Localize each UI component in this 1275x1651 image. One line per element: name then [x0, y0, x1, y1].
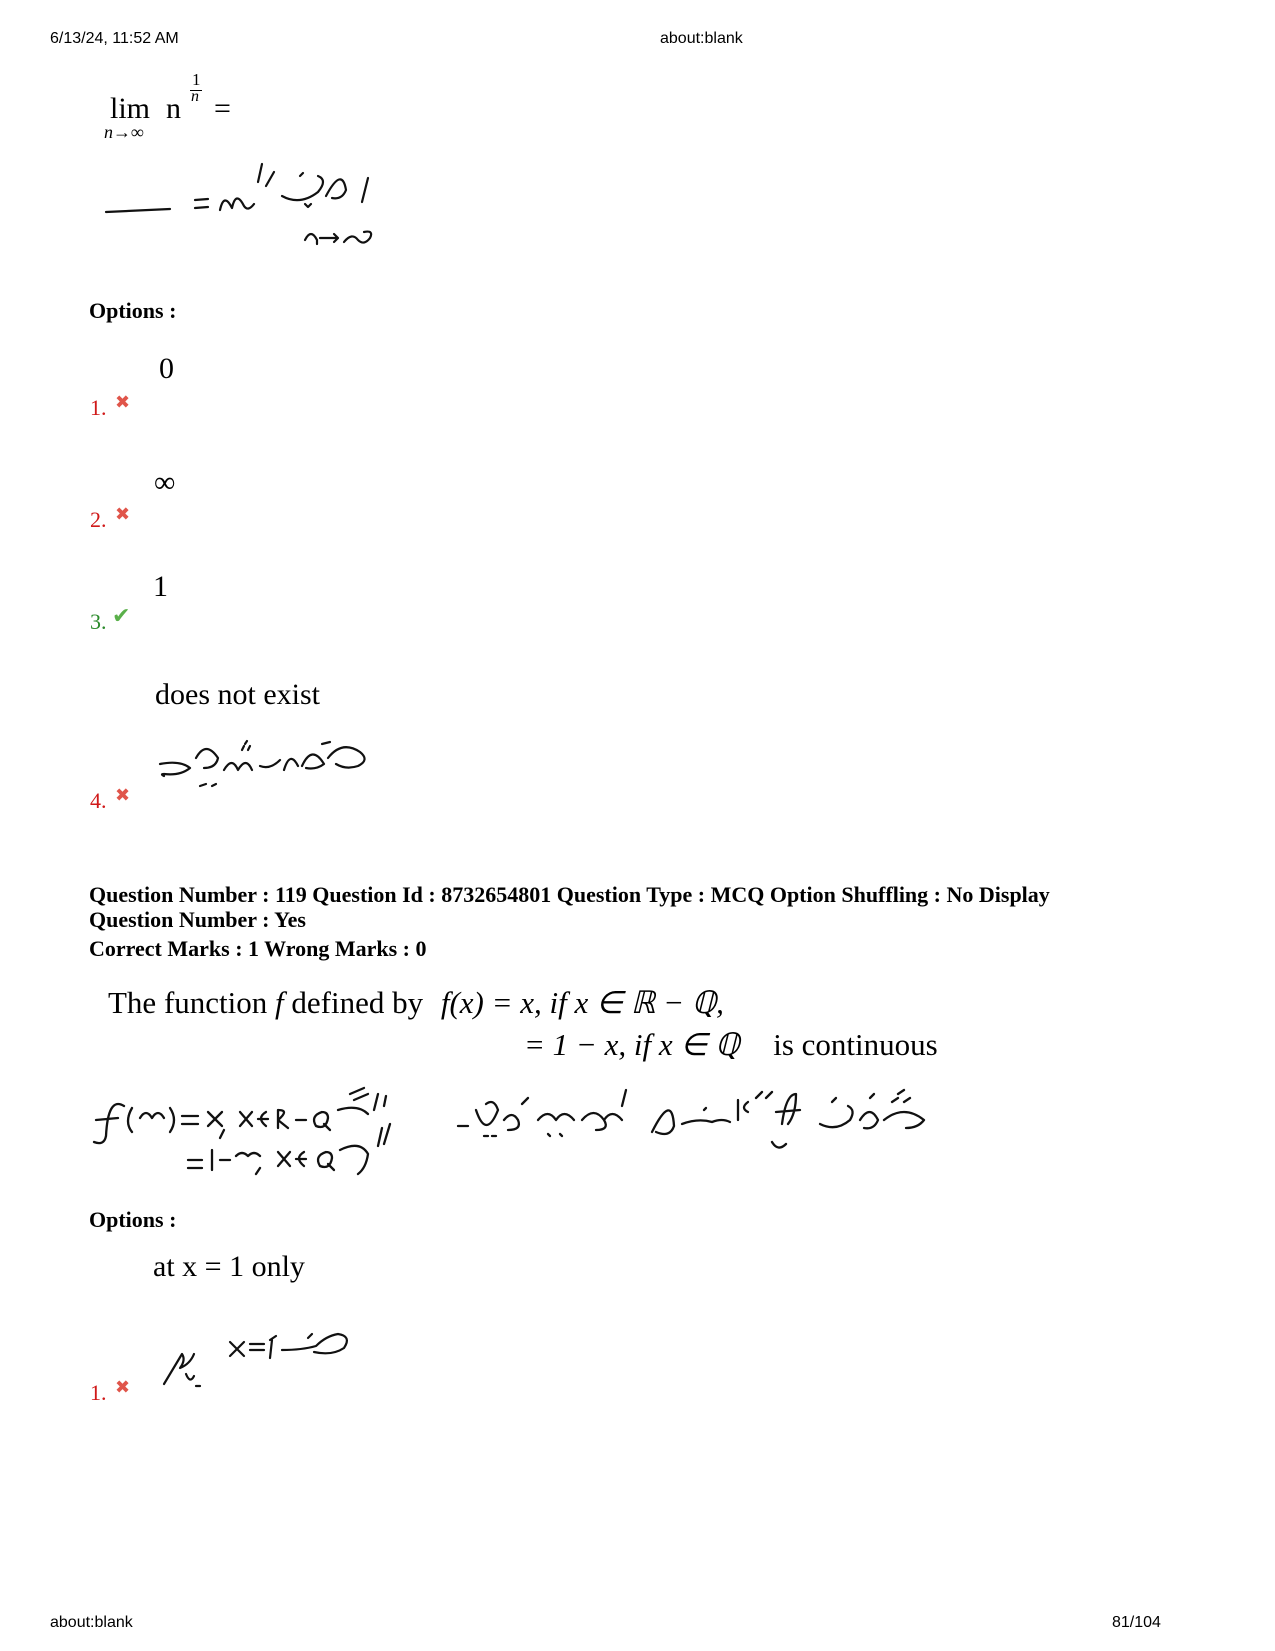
print-title: about:blank	[660, 30, 743, 47]
stem-case2: = 1 − x, if x ∈ ℚ	[524, 1027, 740, 1062]
option-number: 1.	[90, 395, 107, 420]
exponent-denominator: n	[191, 88, 199, 105]
options-label-q119: Options :	[89, 1207, 177, 1232]
lim-text: lim	[110, 92, 151, 125]
option-number: 2.	[90, 507, 107, 532]
stem-f: f	[275, 985, 284, 1020]
handwritten-urdu-option	[152, 730, 392, 800]
base-n: n	[166, 92, 181, 125]
stem-case1: f(x) = x, if x ∈ ℝ − ℚ,	[440, 985, 724, 1020]
question-stem-line2	[524, 1027, 938, 1063]
option-value: at x = 1 only	[153, 1250, 305, 1283]
option-value: 0	[159, 352, 174, 385]
page-number: 81/104	[1112, 1614, 1161, 1631]
footer-url: about:blank	[50, 1614, 133, 1631]
option-number: 1.	[90, 1380, 107, 1405]
print-datetime: 6/13/24, 11:52 AM	[50, 30, 179, 47]
limit-expression	[104, 70, 324, 144]
option-value: 1	[153, 570, 168, 603]
cross-icon: ✖	[115, 1377, 131, 1397]
stem-tail: is continuous	[773, 1027, 938, 1062]
option-value: does not exist	[155, 678, 320, 711]
check-icon: ✔	[112, 603, 131, 628]
option-value: ∞	[154, 466, 176, 499]
question-meta: Question Number : 119 Question Id : 8732654801 Question Type : MCQ Option Shuffling : No Display	[89, 882, 1050, 907]
handwritten-urdu-option-q119	[158, 1320, 388, 1392]
question-meta-2: Question Number : Yes	[89, 907, 306, 932]
equals-sign: =	[214, 92, 231, 125]
handwritten-urdu-limit	[100, 152, 420, 262]
exponent-numerator: 1	[192, 70, 201, 89]
stem-part1: The function	[108, 985, 268, 1020]
stem-part2: defined by	[291, 985, 424, 1020]
cross-icon: ✖	[115, 392, 131, 412]
question-stem-line1	[108, 985, 724, 1021]
handwritten-urdu-stem	[92, 1080, 962, 1200]
option-number: 3.	[90, 609, 107, 634]
options-label: Options :	[89, 298, 177, 323]
option-number: 4.	[90, 788, 107, 813]
cross-icon: ✖	[115, 785, 131, 805]
cross-icon: ✖	[115, 504, 131, 524]
question-marks: Correct Marks : 1 Wrong Marks : 0	[89, 936, 427, 961]
lim-subscript: n→∞	[104, 122, 144, 142]
